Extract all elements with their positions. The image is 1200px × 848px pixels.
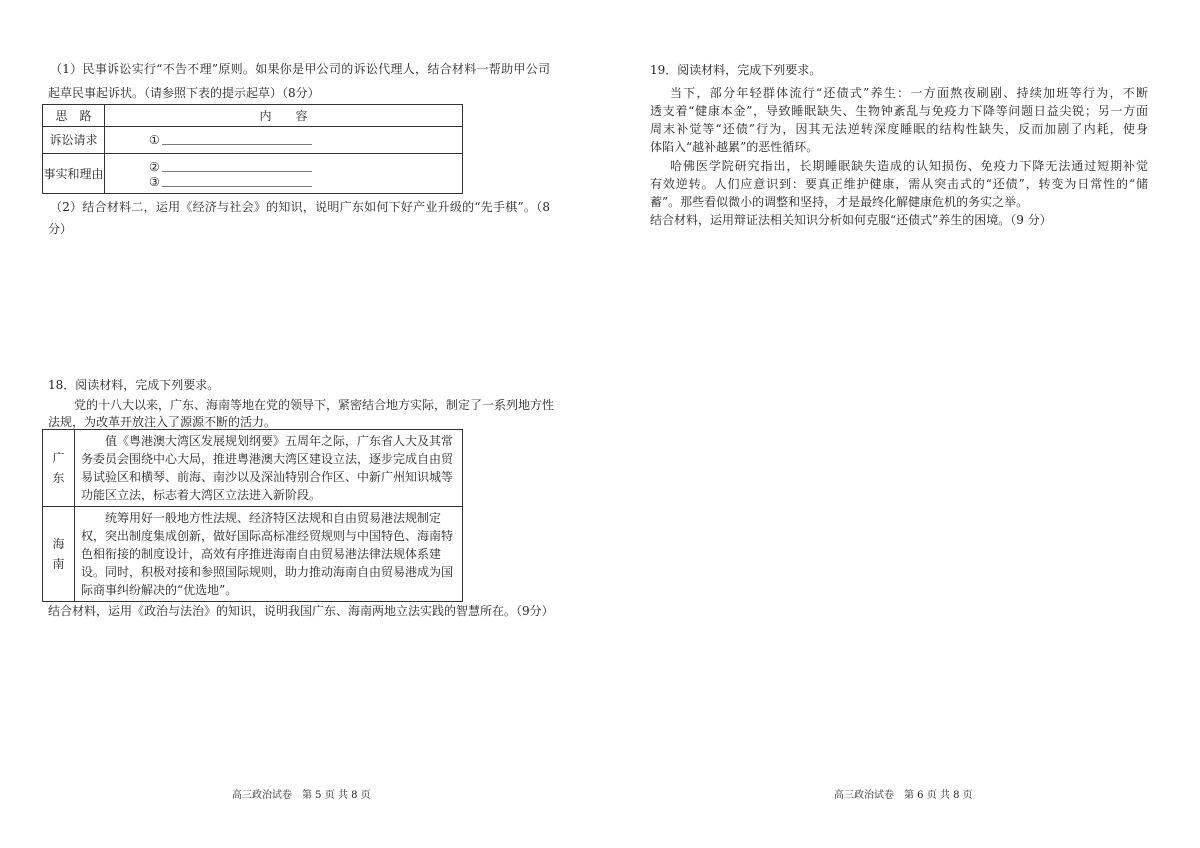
q19-para1-line2: 透支着“健康本金”，导致睡眠缺失、生物钟紊乱与免疫力下降等问题日益尖锐；另一方面 <box>650 104 1148 118</box>
outline-row-facts-label: 事实和理由 <box>43 154 105 194</box>
q17-part1-line1: （1）民事诉讼实行“不告不理”原则。如果你是甲公司的诉讼代理人，结合材料一帮助甲公司 <box>50 62 550 76</box>
blank-marker-2: ② <box>149 159 160 174</box>
q18-title: 18．阅读材料，完成下列要求。 <box>48 378 220 392</box>
outline-row-facts-content <box>105 154 463 194</box>
region-guangdong: 广 东 <box>43 430 75 507</box>
q19-question: 结合材料，运用辩证法相关知识分析如何克服“还债式”养生的困境。（9 分） <box>650 213 1052 227</box>
answer-blank-2 <box>162 159 312 172</box>
page-footer-5: 高三政治试卷 第 5 页 共 8 页 <box>232 790 371 801</box>
guangdong-material: 值《粤港澳大湾区发展规划纲要》五周年之际，广东省人大及其常 务委员会围绕中心大局，推进粤港澳大湾区建设立法，逐步完成自由贸 易试验区和横琴、前海、南沙以及深汕特别合作区、中新广州知识城等 功能区立法，标志着大湾区立法进入新阶段。 <box>75 430 463 507</box>
answer-blank-3 <box>162 174 312 187</box>
q19-para1-line1: 当下，部分年轻群体流行“还债式”养生：一方面熬夜刷剧、持续加班等行为，不断 <box>670 86 1148 100</box>
q17-part2-line1: （2）结合材料二，运用《经济与社会》的知识，说明广东如何下好产业升级的“先手棋”。（8 <box>50 200 550 214</box>
page-footer-6: 高三政治试卷 第 6 页 共 8 页 <box>834 790 973 801</box>
material-table <box>42 429 463 602</box>
q18-intro-line1: 党的十八大以来，广东、海南等地在党的领导下，紧密结合地方实际，制定了一系列地方性 <box>74 398 555 412</box>
q19-title: 19．阅读材料，完成下列要求。 <box>650 63 822 77</box>
q18-intro-line2: 法规，为改革开放注入了源源不断的活力。 <box>48 415 277 429</box>
q19-para1-line4: 体陷入“越补越累”的恶性循环。 <box>650 140 819 154</box>
blank-marker-3: ③ <box>149 174 160 189</box>
outline-table <box>42 104 463 194</box>
outline-header-approach: 思 路 <box>43 105 105 127</box>
answer-blank-1 <box>162 132 312 145</box>
outline-row-claim-content <box>105 127 463 154</box>
region-hainan: 海 南 <box>43 507 75 602</box>
q18-question: 结合材料，运用《政治与法治》的知识，说明我国广东、海南两地立法实践的智慧所在。（9分） <box>48 604 554 618</box>
outline-row-claim-label: 诉讼请求 <box>43 127 105 154</box>
q19-para2-line1: 哈佛医学院研究指出，长期睡眠缺失造成的认知损伤、免疫力下降无法通过短期补觉 <box>670 159 1148 173</box>
blank-marker-1: ① <box>149 133 160 147</box>
right-page <box>600 0 1200 848</box>
q19-para2-line3: 蓄”。那些看似微小的调整和坚持，才是最终化解健康危机的务实之举。 <box>650 195 1029 209</box>
q17-part1-line2: 起草民事起诉状。（请参照下表的提示起草）（8分） <box>48 86 320 100</box>
hainan-material: 统筹用好一般地方性法规、经济特区法规和自由贸易港法规制定 权，突出制度集成创新，做好国际高标准经贸规则与中国特色、海南特 色相衔接的制度设计，高效有序推进海南自由贸易港法律法规体系建 设。同时，积极对接和参照国际规则，助力推动海南自由贸易港成为国 际商事纠纷解决的“优选地”。 <box>75 507 463 602</box>
q17-part2-line2: 分） <box>48 222 73 236</box>
outline-header-content: 内 容 <box>105 105 463 127</box>
q19-para1-line3: 周末补觉等“还债”行为，因其无法逆转深度睡眠的结构性缺失，反而加剧了内耗，使身 <box>650 122 1148 136</box>
q19-para2-line2: 有效逆转。人们应意识到：要真正维护健康，需从突击式的“还债”，转变为日常性的“储 <box>650 177 1148 191</box>
